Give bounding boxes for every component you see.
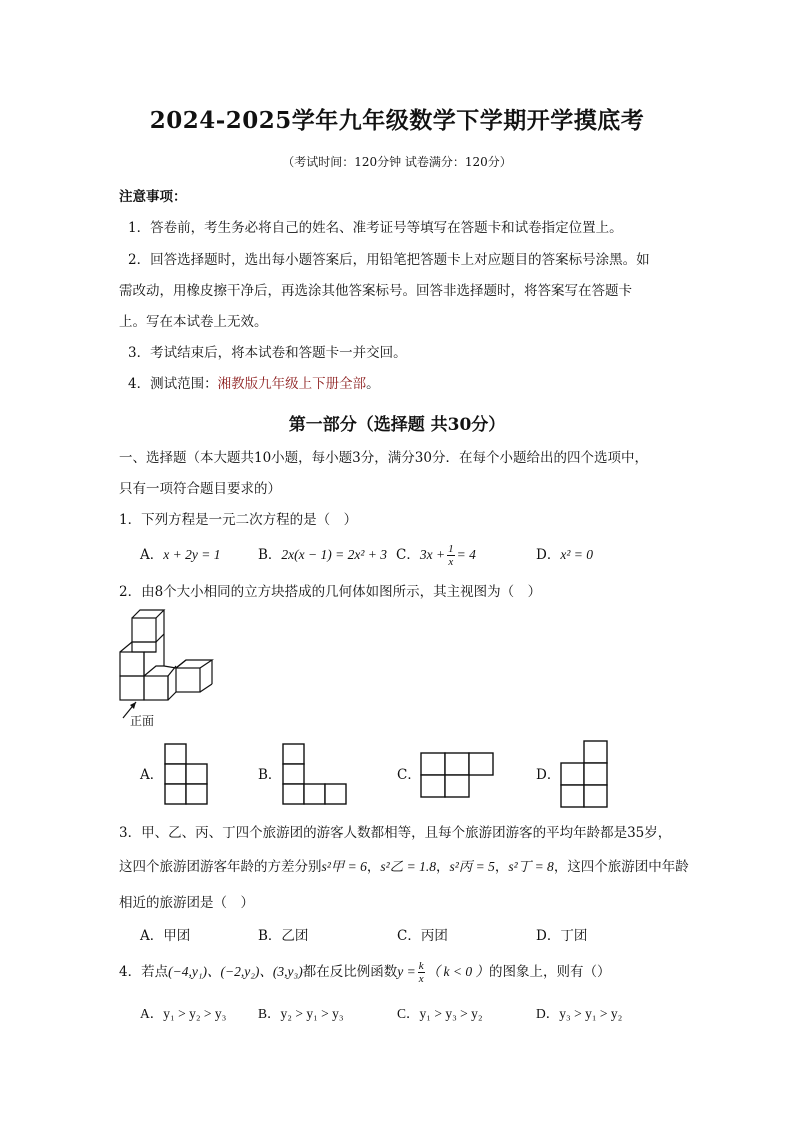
- q1-b-label: B．: [258, 547, 282, 563]
- notice-item-2-cont: 需改动，用橡皮擦干净后，再选涂其他答案标号。回答非选择题时，将答案写在答题卡: [119, 283, 632, 299]
- q1-c-num: 1: [448, 543, 454, 555]
- q3-line2-post: 这四个旅游团中年龄: [567, 859, 689, 875]
- q4-option-b: B．y₂ > y₁ > y₃: [258, 1006, 344, 1021]
- q1-a-math: x + 2y = 1: [163, 547, 221, 562]
- q1-option-b: [258, 545, 387, 565]
- q4-stem-post: 的图象上，则有（）: [488, 964, 611, 980]
- q3-var-yi: s²乙 = 1.8: [380, 859, 436, 874]
- notice-item-4-suffix: 。: [366, 376, 380, 392]
- q1-stem: 1．下列方程是一元二次方程的是（ ）: [119, 512, 358, 528]
- q4-stem-mid: 都在反比例函数: [302, 964, 398, 980]
- q3-option-d: D．丁团: [536, 928, 588, 944]
- q4-stem: [119, 955, 610, 989]
- q3-var-bing: s²丙 = 5: [449, 859, 495, 874]
- q1-c-post: = 4: [456, 547, 476, 562]
- q3-var-ding: s²丁 = 8: [508, 859, 554, 874]
- q4-func-den: x: [418, 973, 424, 985]
- notice-item-4: [128, 374, 380, 394]
- q1-option-c: [396, 538, 476, 572]
- q4-func-num: k: [418, 960, 424, 972]
- q2-option-c-label: C．: [397, 767, 421, 783]
- notice-heading: 注意事项：: [119, 189, 187, 205]
- q4-func-pre: y =: [397, 964, 416, 979]
- q1-c-fraction: [447, 543, 455, 568]
- q3-option-a: A．甲团: [140, 928, 191, 944]
- q1-option-a: [140, 545, 220, 565]
- q1-c-pre: 3x +: [419, 547, 446, 562]
- q3-line-1: 3．甲、乙、丙、丁四个旅游团的游客人数都相等，且每个旅游团游客的平均年龄都是35岁，: [119, 825, 672, 841]
- q1-d-label: D．: [536, 547, 561, 563]
- q4-option-c: C．y₁ > y₃ > y₂: [397, 1006, 483, 1021]
- notice-item-2: 2．回答选择题时，选出每小题答案后，用铅笔把答题卡上对应题目的答案标号涂黑。如: [128, 252, 650, 268]
- q2-front-label: 正面: [130, 714, 155, 728]
- part1-title: 第一部分（选择题 共30分）: [288, 415, 506, 435]
- q3-option-b: B．乙团: [258, 928, 309, 944]
- q2-stem: 2．由8个大小相同的立方块搭成的几何体如图所示，其主视图为（ ）: [119, 584, 542, 600]
- exam-subtitle: （考试时间：120分钟 试卷满分：120分）: [282, 155, 512, 169]
- q2-option-d-label: D．: [536, 767, 561, 783]
- notice-item-1: 1．答卷前，考生务必将自己的姓名、准考证号等填写在答题卡和试卷指定位置上。: [128, 220, 623, 236]
- q3-option-c: C．丙团: [397, 928, 448, 944]
- q1-c-label: C．: [396, 547, 420, 563]
- notice-item-2-end: 上。写在本试卷上无效。: [119, 314, 268, 330]
- q3-var-jia: s²甲 = 6: [321, 859, 367, 874]
- q4-points: (−4,y₁)、(−2,y₂)、(3,y₃): [168, 964, 303, 979]
- test-range: 湘教版九年级上下册全部: [217, 376, 367, 392]
- q1-b-math: 2x(x − 1) = 2x² + 3: [281, 547, 388, 562]
- q4-option-d: D．y₃ > y₁ > y₂: [536, 1006, 623, 1021]
- q1-option-d: [536, 545, 593, 565]
- q1-d-math: x² = 0: [560, 547, 593, 562]
- q4-stem-pre: 4．若点: [119, 964, 169, 980]
- q4-option-a: A．y₁ > y₂ > y₃: [140, 1006, 227, 1021]
- part1-instructions-2: 只有一项符合题目要求的）: [119, 481, 281, 497]
- part1-instructions-1: 一、选择题（本大题共10小题，每小题3分，满分30分．在每个小题给出的四个选项中，: [119, 450, 648, 466]
- q4-func-fraction: [418, 960, 425, 985]
- q2-option-a-figure: [164, 743, 208, 805]
- q3-line-3: 相近的旅游团是（ ）: [119, 895, 254, 911]
- q2-option-c-figure: [420, 752, 494, 800]
- notice-item-4-prefix: 4．测试范围：: [128, 376, 218, 392]
- q1-c-den: x: [448, 556, 454, 568]
- q1-a-label: A．: [140, 547, 164, 563]
- q3-line2-pre: 这四个旅游团游客年龄的方差分别: [119, 859, 322, 875]
- exam-title: 2024-2025学年九年级数学下学期开学摸底考: [149, 107, 645, 134]
- q2-option-d-figure: [560, 740, 608, 808]
- notice-item-3: 3．考试结束后，将本试卷和答题卡一并交回。: [128, 345, 407, 361]
- q2-option-b-label: B．: [258, 767, 282, 783]
- q4-condition: （ k < 0 ）: [426, 964, 489, 979]
- q2-solid-figure: [118, 608, 228, 728]
- q2-option-a-label: A．: [140, 767, 164, 783]
- q3-line-2: 这四个旅游团游客年龄的方差分别s²甲 = 6，s²乙 = 1.8，s²丙 = 5，s²丁 = 8，这四个旅游团中年龄: [119, 859, 689, 875]
- q2-option-b-figure: [282, 743, 348, 805]
